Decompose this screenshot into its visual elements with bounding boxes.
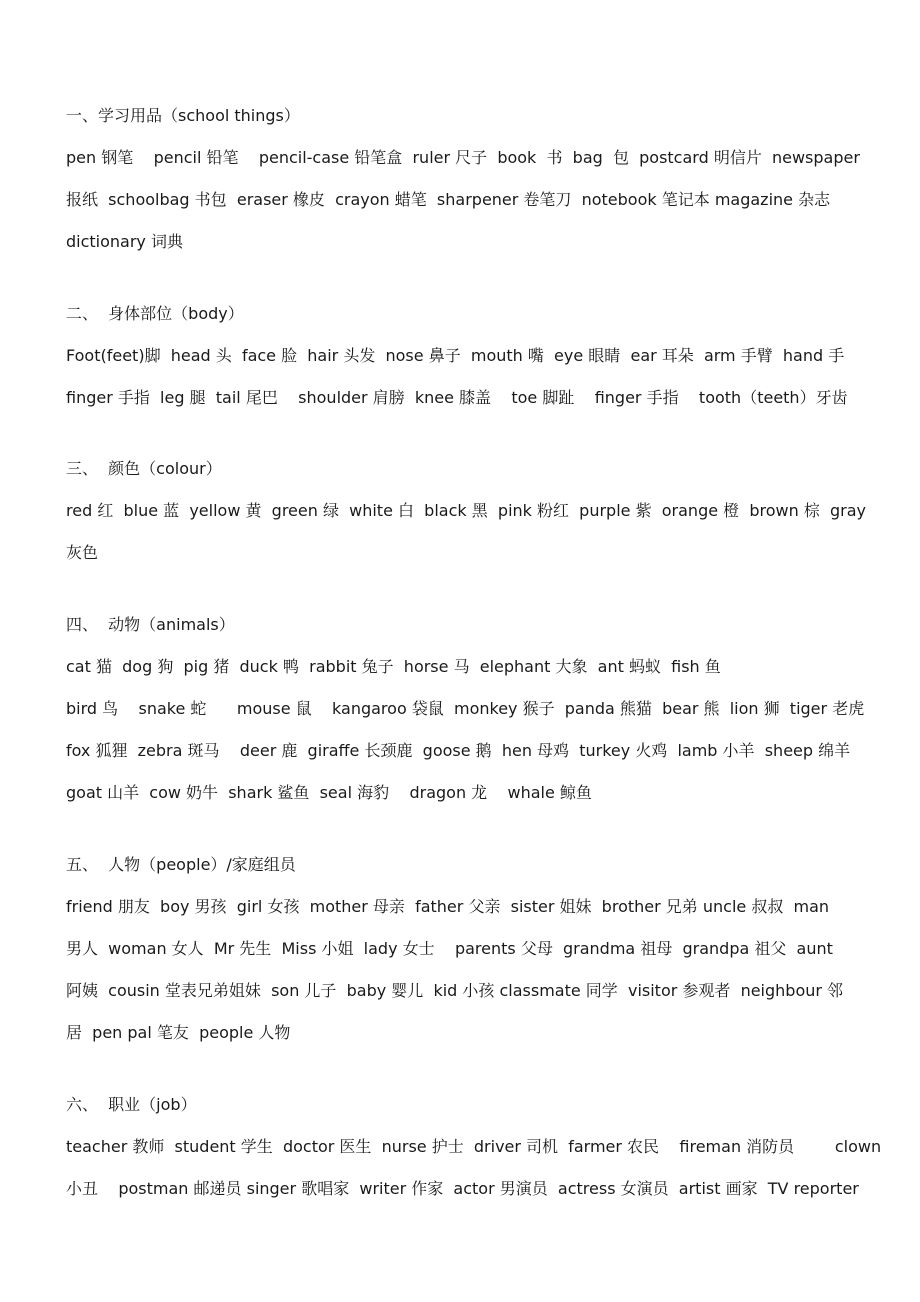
section-people — [66, 853, 896, 1045]
section-heading: 二、 身体部位（body） — [66, 304, 244, 323]
vocab-line: goat 山羊 cow 奶牛 shark 鲨鱼 seal 海豹 dragon 龙 whale 鲸鱼 — [66, 783, 592, 802]
section-animals — [66, 613, 896, 805]
vocab-line: 小丑 postman 邮递员 singer 歌唱家 writer 作家 actor 男演员 actress 女演员 artist 画家 TV reporter — [66, 1179, 859, 1198]
vocab-line: 男人 woman 女人 Mr 先生 Miss 小姐 lady 女士 parents 父母 grandma 祖母 grandpa 祖父 aunt — [66, 939, 833, 958]
vocab-line: cat 猫 dog 狗 pig 猪 duck 鸭 rabbit 兔子 horse 马 elephant 大象 ant 蚂蚁 fish 鱼 — [66, 657, 721, 676]
section-heading: 一、学习用品（school things） — [66, 106, 300, 125]
vocab-line: finger 手指 leg 腿 tail 尾巴 shoulder 肩膀 knee 膝盖 toe 脚趾 finger 手指 tooth（teeth）牙齿 — [66, 388, 848, 407]
section-body — [66, 302, 896, 410]
vocab-line: friend 朋友 boy 男孩 girl 女孩 mother 母亲 father 父亲 sister 姐妹 brother 兄弟 uncle 叔叔 man — [66, 897, 830, 916]
vocab-line: fox 狐狸 zebra 斑马 deer 鹿 giraffe 长颈鹿 goose 鹅 hen 母鸡 turkey 火鸡 lamb 小羊 sheep 绵羊 — [66, 741, 851, 760]
section-job — [66, 1093, 896, 1201]
vocab-line: teacher 教师 student 学生 doctor 医生 nurse 护士 driver 司机 farmer 农民 fireman 消防员 clown — [66, 1137, 882, 1156]
vocab-line: 居 pen pal 笔友 people 人物 — [66, 1023, 291, 1042]
section-school-things — [66, 104, 896, 254]
section-heading: 三、 颜色（colour） — [66, 459, 222, 478]
section-heading: 五、 人物（people）/家庭组员 — [66, 855, 296, 874]
vocab-line: 灰色 — [66, 543, 99, 562]
vocab-line: Foot(feet)脚 head 头 face 脸 hair 头发 nose 鼻子 mouth 嘴 eye 眼睛 ear 耳朵 arm 手臂 hand 手 — [66, 346, 845, 365]
vocab-line: 报纸 schoolbag 书包 eraser 橡皮 crayon 蜡笔 sharpener 卷笔刀 notebook 笔记本 magazine 杂志 — [66, 190, 831, 209]
vocab-line: red 红 blue 蓝 yellow 黄 green 绿 white 白 black 黑 pink 粉红 purple 紫 orange 橙 brown 棕 gray — [66, 501, 866, 520]
vocab-line: dictionary 词典 — [66, 232, 183, 251]
vocab-line: pen 钢笔 pencil 铅笔 pencil-case 铅笔盒 ruler 尺子 book 书 bag 包 postcard 明信片 newspaper — [66, 148, 860, 167]
section-heading: 六、 职业（job） — [66, 1095, 197, 1114]
vocab-line: 阿姨 cousin 堂表兄弟姐妹 son 儿子 baby 婴儿 kid 小孩 classmate 同学 visitor 参观者 neighbour 邻 — [66, 981, 844, 1000]
section-heading: 四、 动物（animals） — [66, 615, 235, 634]
section-colour — [66, 457, 896, 565]
vocab-line: bird 鸟 snake 蛇 mouse 鼠 kangaroo 袋鼠 monkey 猴子 panda 熊猫 bear 熊 lion 狮 tiger 老虎 — [66, 699, 865, 718]
